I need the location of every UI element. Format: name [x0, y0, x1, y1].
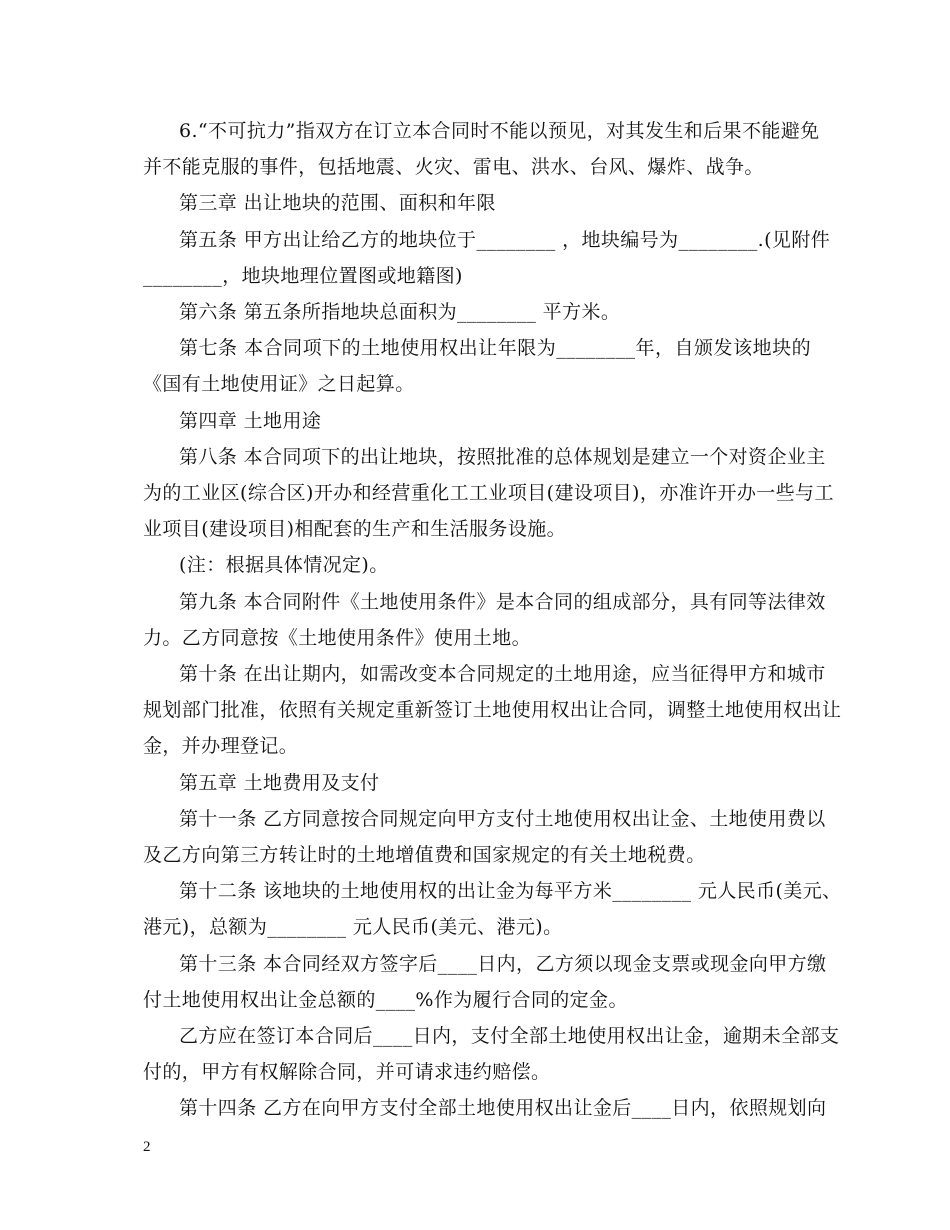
text-line: 第六条 第五条所指地块总面积为________ 平方米。	[179, 301, 621, 323]
text-line: 业项目(建设项目)相配套的生产和生活服务设施。	[143, 518, 567, 540]
text-line: 6.“不可抗力”指双方在订立本合同时不能以预见，对其发生和后果不能避免	[179, 120, 820, 142]
text-line: 及乙方向第三方转让时的土地增值费和国家规定的有关土地税费。	[143, 844, 706, 866]
text-line: 第十三条 本合同经双方签字后____日内，乙方须以现金支票或现金向甲方缴	[179, 953, 827, 975]
text-line: 第八条 本合同项下的出让地块，按照批准的总体规划是建立一个对资企业主	[179, 446, 826, 468]
text-line: 金，并办理登记。	[143, 735, 299, 757]
text-line: (注：根据具体情况定)。	[179, 554, 389, 576]
text-line: 为的工业区(综合区)开办和经营重化工工业项目(建设项目)，亦准许开办一些与工	[143, 482, 834, 504]
text-line: 第十条 在出让期内，如需改变本合同规定的土地用途，应当征得甲方和城市	[179, 663, 826, 685]
text-line: 港元)，总额为________ 元人民币(美元、港元)。	[143, 916, 563, 938]
text-line: 乙方应在签订本合同后____日内，支付全部土地使用权出让金，逾期未全部支	[179, 1025, 840, 1047]
text-line: 力。乙方同意按《土地使用条件》使用土地。	[143, 627, 532, 649]
text-line: ________，地块地理位置图或地籍图)	[143, 265, 463, 287]
text-line: 第十二条 该地块的土地使用权的出让金为每平方米________ 元人民币(美元、	[179, 880, 842, 902]
text-line: 付的，甲方有权解除合同，并可请求违约赔偿。	[143, 1061, 551, 1083]
text-line: 第四章 土地用途	[179, 410, 322, 432]
text-line: 并不能克服的事件，包括地震、火灾、雷电、洪水、台风、爆炸、战争。	[143, 156, 764, 178]
text-line: 第九条 本合同附件《土地使用条件》是本合同的组成部分，具有同等法律效	[179, 591, 826, 613]
text-line: 付土地使用权出让金总额的____%作为履行合同的定金。	[143, 989, 628, 1011]
text-line: 规划部门批准，依照有关规定重新签订土地使用权出让合同，调整土地使用权出让	[143, 699, 842, 721]
text-line: 第十四条 乙方在向甲方支付全部土地使用权出让金后____日内，依照规划向	[179, 1097, 827, 1119]
text-line: 第七条 本合同项下的土地使用权出让年限为________年，自颁发该地块的	[179, 337, 811, 359]
text-line: 《国有土地使用证》之日起算。	[143, 373, 415, 395]
page-number: 2	[143, 1139, 151, 1155]
text-line: 第三章 出让地块的范围、面积和年限	[179, 192, 496, 214]
text-line: 第十一条 乙方同意按合同规定向甲方支付土地使用权出让金、土地使用费以	[179, 808, 826, 830]
text-line: 第五条 甲方出让给乙方的地块位于________ ，地块编号为________.(见附件	[179, 229, 831, 251]
text-line: 第五章 土地费用及支付	[179, 772, 380, 794]
